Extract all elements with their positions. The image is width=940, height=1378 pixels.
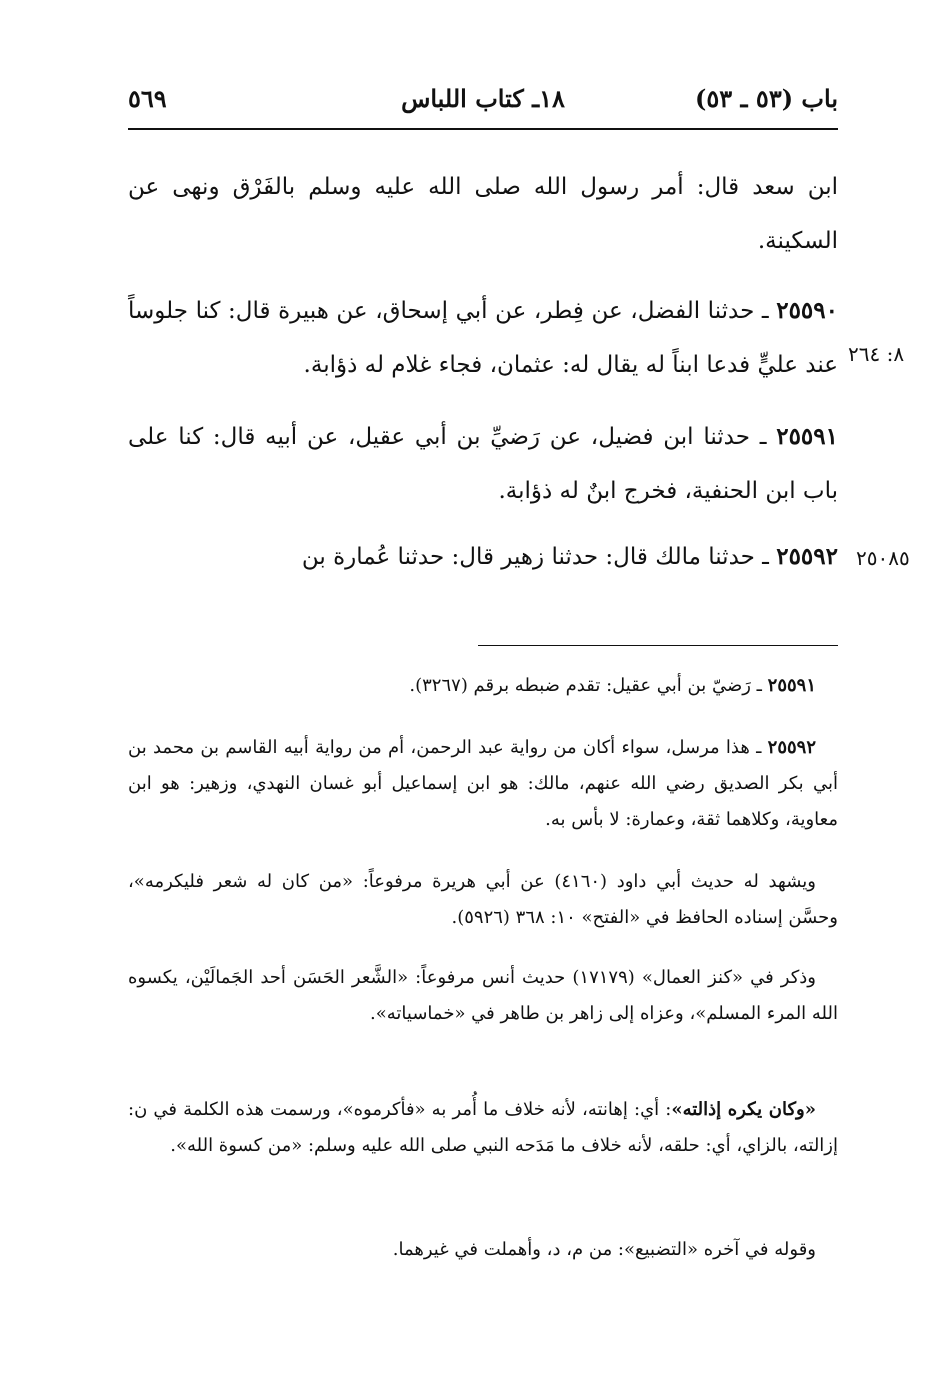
hadith-25591 <box>128 410 838 518</box>
footnote-paragraph <box>128 1092 838 1164</box>
margin-reference: ٨: ٢٦٤ <box>848 342 905 366</box>
hadith-body <box>128 530 838 584</box>
hadith-25590 <box>128 284 838 392</box>
hadith-number: ٢٥٥٩٢ <box>776 543 838 570</box>
footnote-text: وقوله في آخره «التضبيع»: من م، د، وأهملت في غيرهما. <box>392 1239 816 1260</box>
page-number: ٥٦٩ <box>128 84 167 113</box>
footnote-body <box>128 1092 838 1164</box>
footnote-25591 <box>128 668 838 704</box>
quoted-phrase: «وكان يكره إذالته» <box>671 1099 816 1120</box>
hadith-25592 <box>128 530 838 584</box>
hadith-text: ـ حدثنا ابن فضيل، عن رَضيِّ بن أبي عقيل، عن أبيه قال: كنا على باب ابن الحنفية، فخرج ابنٌ له ذؤابة. <box>128 424 838 504</box>
paragraph-text: ابن سعد قال: أمر رسول الله صلى الله عليه وسلم بالفَرْق ونهى عن السكينة. <box>128 174 838 254</box>
footnote-text: ـ هذا مرسل، سواء أكان من رواية عبد الرحمن، أم من رواية أبيه القاسم بن محمد بن أبي بكر الصديق رضي الله عنهم، مالك: هو ابن إسماعيل أبو غسان النهدي، وزهير: هو ابن معاوية، وكلاهما ثقة، وعمارة: لا بأس به. <box>128 737 838 830</box>
hadith-number: ٢٥٥٩١ <box>776 423 838 450</box>
footnote-25592 <box>128 730 838 838</box>
footnote-number: ٢٥٥٩٢ <box>767 737 816 758</box>
hadith-text: ـ حدثنا الفضل، عن فِطر، عن أبي إسحاق، عن هبيرة قال: كنا جلوساً عند عليٍّ فدعا ابناً له يقال له: عثمان، فجاء غلام له ذؤابة. <box>128 298 838 378</box>
book-title: ١٨ـ كتاب اللباس <box>401 84 565 113</box>
hadith-number: ٢٥٥٩٠ <box>776 297 838 324</box>
hadith-text: ـ حدثنا مالك قال: حدثنا زهير قال: حدثنا عُمارة بن <box>301 544 777 570</box>
hadith-body <box>128 410 838 518</box>
chapter-reference: باب (٥٣ ـ ٥٣) <box>695 84 838 113</box>
paragraph-continuation <box>128 160 838 268</box>
footnote-paragraph <box>128 960 838 1032</box>
footnote-text: وذكر في «كنز العمال» (١٧١٧٩) حديث أنس مرفوعاً: «الشَّعر الحَسَن أحد الجَمالَيْن، يكسوه الله المرء المسلم»، وعزاه إلى زاهر بن طاهر في «خماسياته». <box>128 967 838 1024</box>
footnote-separator <box>478 645 838 646</box>
header-rule <box>128 128 838 130</box>
footnote-body <box>128 668 838 704</box>
page-header <box>128 84 838 124</box>
footnote-text: ويشهد له حديث أبي داود (٤١٦٠) عن أبي هريرة مرفوعاً: «من كان له شعر فليكرمه»، وحسَّن إسناده الحافظ في «الفتح» ١٠: ٣٦٨ (٥٩٢٦). <box>128 871 838 928</box>
footnote-body <box>128 730 838 838</box>
footnote-text: : أي: إهانته، لأنه خلاف ما أُمر به «فأكرموه»، ورسمت هذه الكلمة في ن: إزالته، بالزاي، أي: حلقه، لأنه خلاف ما مَدَحه النبي صلى الله عليه وسلم: «من كسوة الله». <box>128 1099 838 1156</box>
footnote-text: ـ رَضيّ بن أبي عقيل: تقدم ضبطه برقم (٣٢٦٧). <box>409 675 768 696</box>
hadith-body <box>128 284 838 392</box>
footnote-paragraph <box>128 864 838 936</box>
footnote-number: ٢٥٥٩١ <box>767 675 816 696</box>
margin-reference: ٢٥٠٨٥ <box>856 546 910 570</box>
footnote-paragraph <box>128 1232 838 1268</box>
